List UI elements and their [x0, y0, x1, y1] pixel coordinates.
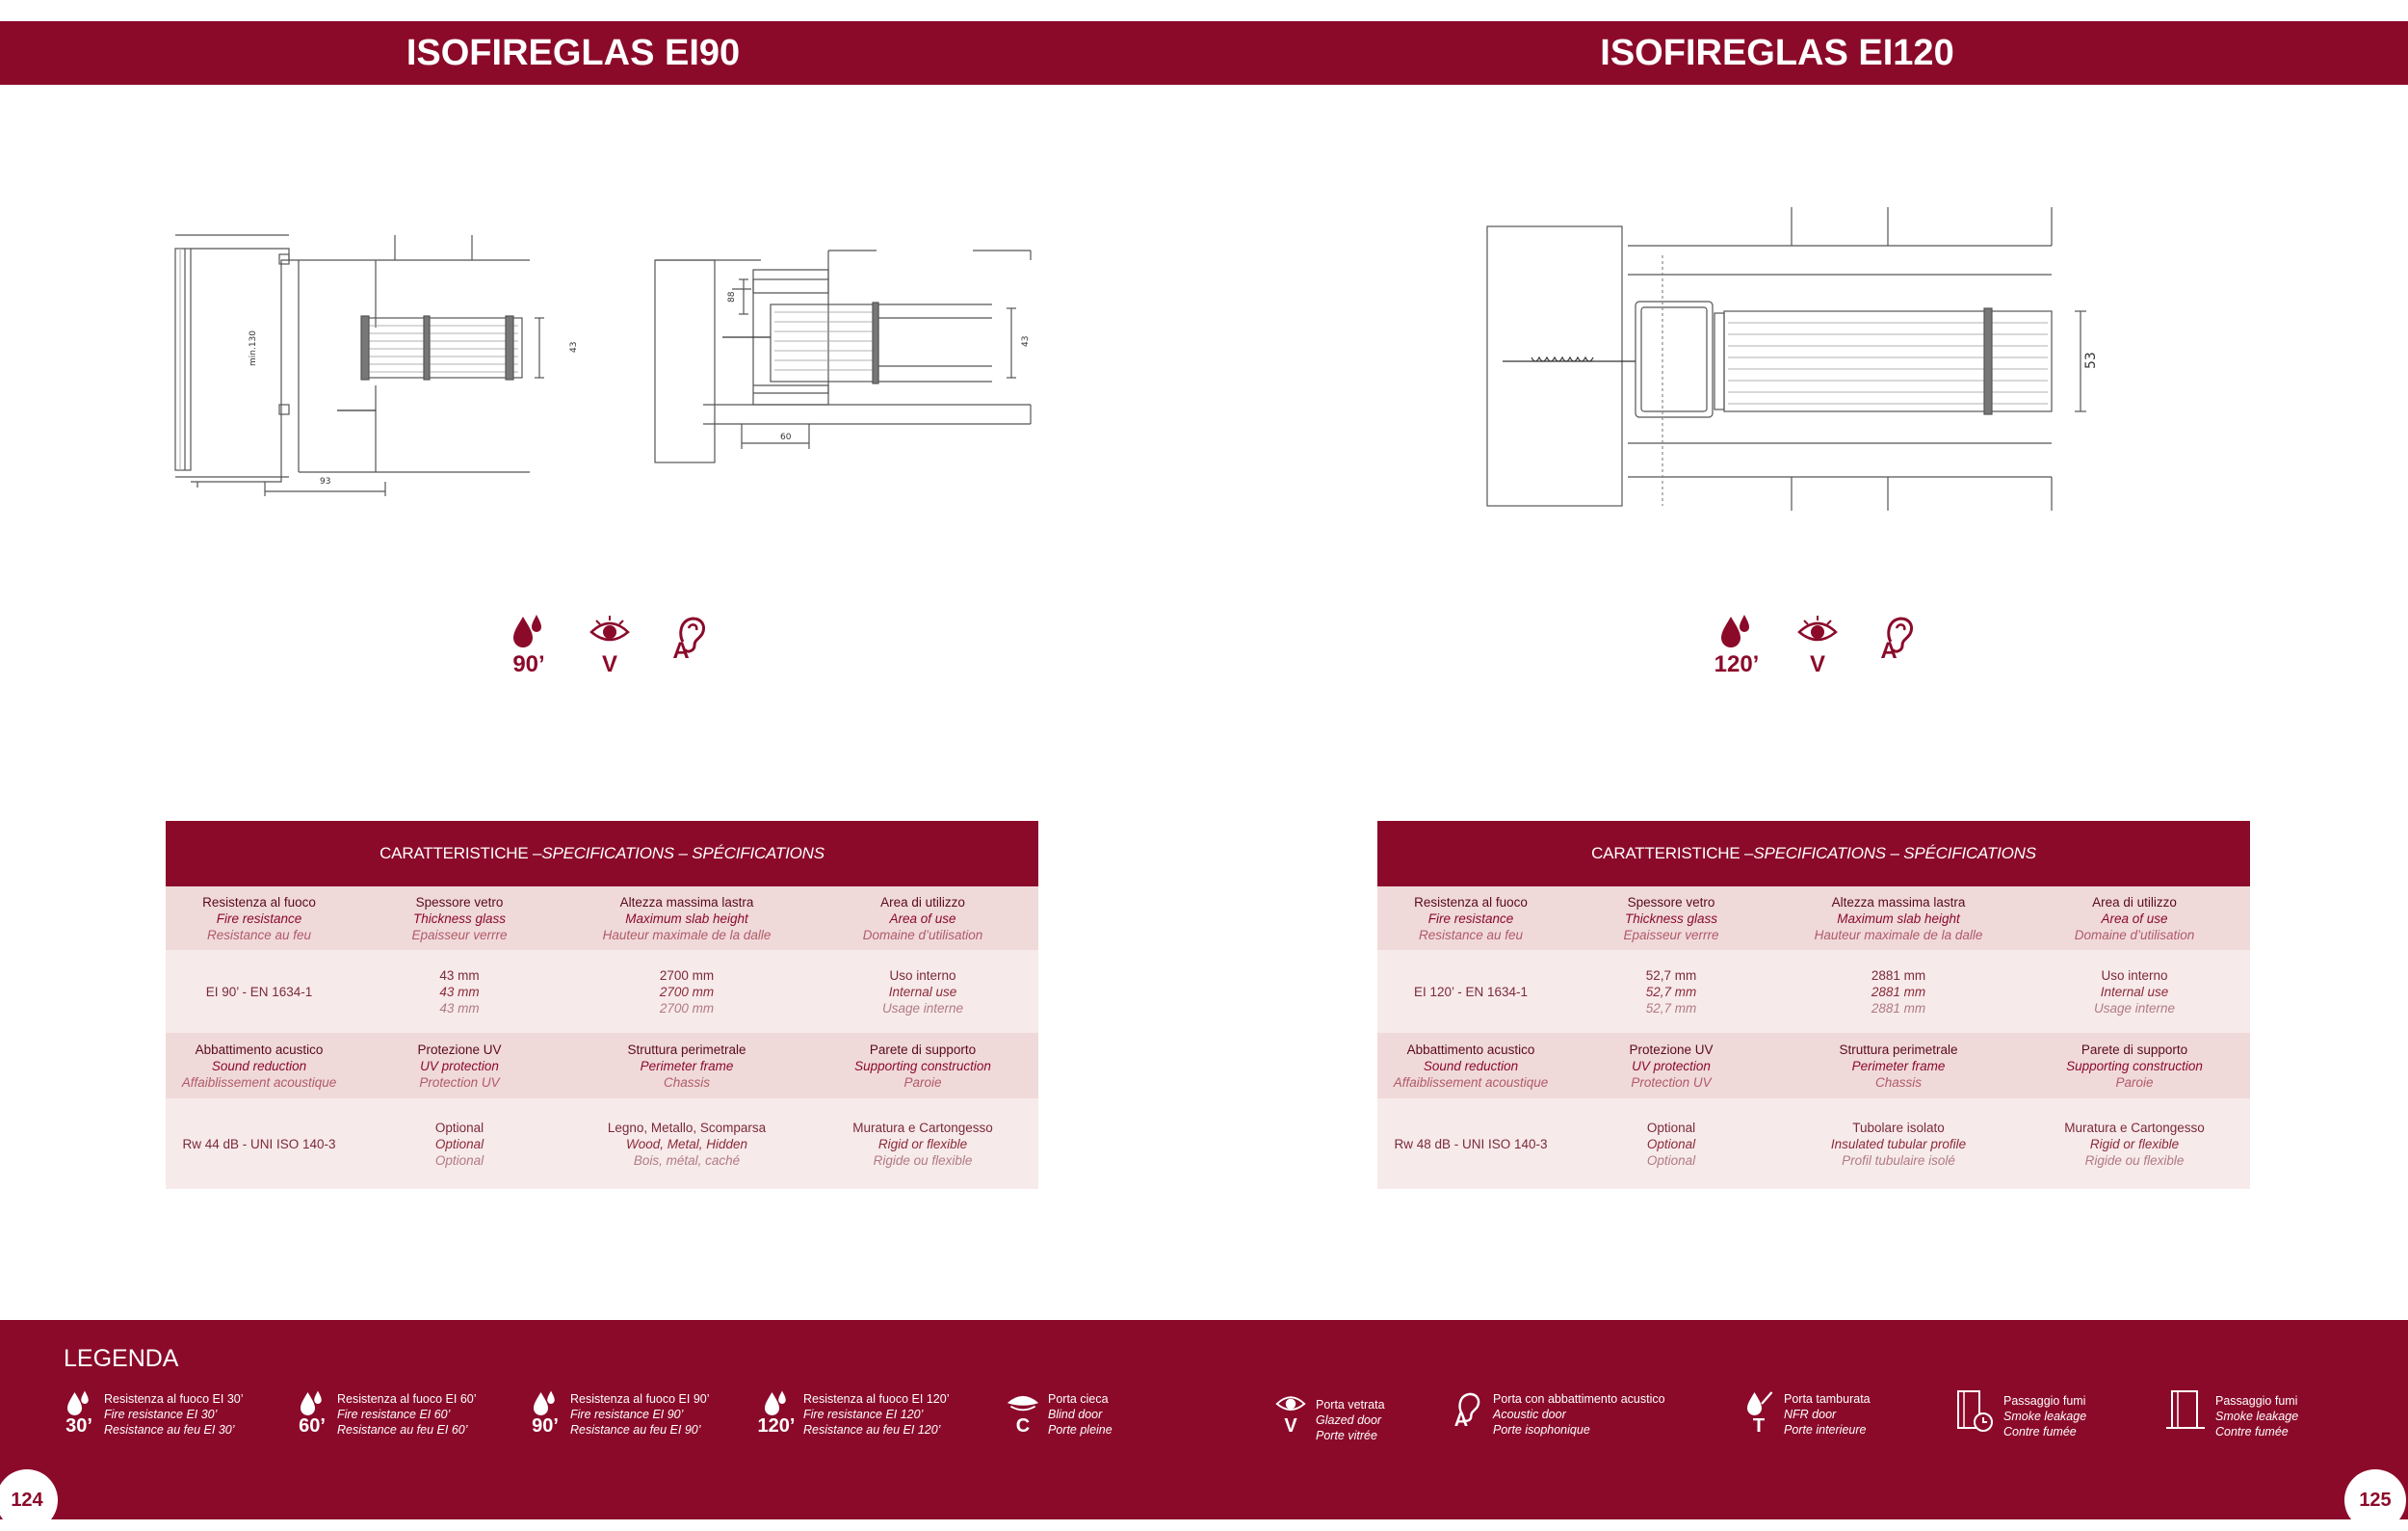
cell-line-2: Rigid or flexible [877, 1136, 968, 1151]
glazed-feature [586, 613, 634, 676]
cell-line-3: Rigide ou flexible [873, 1152, 973, 1168]
fire-resistance-feature [505, 613, 553, 676]
legend-line-1: Porta con abbattimento acustico [1493, 1392, 1665, 1406]
cell-line-3: Usage interne [881, 1000, 964, 1016]
spec-header-cell [1564, 886, 1778, 950]
fire-drop-icon [297, 1389, 327, 1418]
spec-value-cell [1377, 1098, 1564, 1189]
cell-line-1: Optional [1646, 1120, 1696, 1135]
nfr-door-icon [1743, 1389, 1774, 1418]
spec-header-cell [166, 886, 353, 950]
legend-line-2: Fire resistance EI 30’ [104, 1408, 218, 1421]
spec-value-row-2 [1377, 1098, 2250, 1189]
legend-line-3: Porte isophonique [1493, 1423, 1590, 1437]
legend-line-2: NFR door [1784, 1408, 1837, 1421]
legend-line-3: Resistance au feu EI 90’ [570, 1423, 701, 1437]
cell-line-3: Paroie [903, 1074, 942, 1090]
spec-head-italic: SPECIFICATIONS – SPÉCIFICATIONS [1753, 844, 2036, 862]
spec-value-cell [1564, 1098, 1778, 1189]
dim-min130: min.130 [249, 330, 258, 366]
legend-line-1: Resistenza al fuoco EI 60’ [337, 1392, 477, 1406]
spec-value-cell [1778, 950, 2019, 1033]
cell-line-1: Rw 44 dB - UNI ISO 140-3 [182, 1136, 336, 1151]
legend-line-1: Passaggio fumi [2003, 1394, 2086, 1408]
spec-header-cell [566, 886, 807, 950]
cell-line-3: 2881 mm [1871, 1000, 1926, 1016]
cell-line-2: 43 mm [439, 984, 480, 999]
cell-line-3: Profil tubulaire isolé [1842, 1152, 1955, 1168]
cell-line-3: Chassis [663, 1074, 710, 1090]
cell-line-2: Optional [434, 1136, 484, 1151]
cell-line-2: UV protection [420, 1058, 499, 1073]
right-page-title: ISOFIREGLAS EI120 [1600, 32, 1954, 73]
acoustic-feature [667, 613, 715, 663]
spec-header-cell [807, 1033, 1038, 1098]
cell-line-3: 43 mm [439, 1000, 480, 1016]
cell-line-2: Insulated tubular profile [1830, 1136, 1967, 1151]
legend-line-2: Acoustic door [1493, 1408, 1566, 1421]
cell-line-2: Perimeter frame [1851, 1058, 1946, 1073]
spec-header-row-1 [166, 886, 1038, 950]
legend-item-ei30 [62, 1389, 244, 1438]
spec-header-row-1 [1377, 886, 2250, 950]
left-page-number: 124 [0, 1469, 58, 1531]
legend-icon-label: V [1284, 1415, 1297, 1437]
cell-line-1: EI 90’ - EN 1634-1 [205, 984, 313, 999]
legend-item-blind-door [1006, 1389, 1112, 1438]
cell-line-3: Protection UV [419, 1074, 500, 1090]
spec-header-cell [566, 1033, 807, 1098]
legend-item-smoke-leakage-1 [1953, 1389, 2086, 1439]
cell-line-1: Resistenza al fuoco [202, 894, 316, 910]
spec-header-cell [1377, 1033, 1564, 1098]
cell-line-1: Muratura e Cartongesso [2064, 1120, 2205, 1135]
spec-header-cell [1564, 1033, 1778, 1098]
spec-head-main: CARATTERISTICHE – [380, 844, 542, 862]
legend-line-1: Resistenza al fuoco EI 90’ [570, 1392, 710, 1406]
cell-line-1: 43 mm [439, 967, 480, 983]
legend-line-2: Fire resistance EI 60’ [337, 1408, 451, 1421]
cell-line-2: Supporting construction [2066, 1058, 2203, 1073]
smoke-door-clock-icon [1954, 1389, 1995, 1434]
legend-footer [0, 1320, 2408, 1519]
cell-line-2: Fire resistance [1427, 911, 1514, 926]
legend-line-1: Passaggio fumi [2215, 1394, 2298, 1408]
legend-line-3: Contre fumée [2003, 1425, 2077, 1439]
legend-line-2: Smoke leakage [2003, 1410, 2087, 1423]
cell-line-3: Resistance au feu [206, 927, 312, 942]
spec-header-cell [166, 1033, 353, 1098]
cell-line-1: Struttura perimetrale [627, 1042, 746, 1057]
cell-line-3: Epaisseur verrre [411, 927, 508, 942]
cell-line-1: 52,7 mm [1645, 967, 1697, 983]
cell-line-1: Protezione UV [1629, 1042, 1714, 1057]
legend-line-2: Glazed door [1316, 1413, 1382, 1427]
cell-line-3: Hauteur maximale de la dalle [1814, 927, 1983, 942]
fire-rating-label: 120’ [1714, 651, 1760, 677]
spec-table-header [1377, 821, 2250, 886]
cell-line-2: Optional [1646, 1136, 1696, 1151]
cell-line-3: Rigide ou flexible [2084, 1152, 2185, 1168]
cell-line-1: Area di utilizzo [880, 894, 965, 910]
cell-line-2: Maximum slab height [1837, 911, 1960, 926]
eye-icon [589, 613, 631, 651]
legend-title: LEGENDA [64, 1345, 179, 1372]
cell-line-1: 2700 mm [659, 967, 715, 983]
left-feature-icons [505, 613, 715, 676]
legend-line-3: Porte interieure [1784, 1423, 1867, 1437]
right-title-band [1146, 21, 2408, 85]
spec-table-header [166, 821, 1038, 886]
fire-drop-icon [64, 1389, 94, 1418]
fire-drop-icon [1717, 613, 1756, 651]
cell-line-2: Maximum slab height [625, 911, 748, 926]
eye-icon [1273, 1389, 1308, 1418]
cell-line-1: Parete di supporto [869, 1042, 977, 1057]
dim-60: 60 [780, 433, 792, 442]
legend-line-1: Porta vetrata [1316, 1398, 1385, 1412]
right-spec-table [1377, 821, 2250, 1189]
cell-line-1: Legno, Metallo, Scomparsa [607, 1120, 767, 1135]
spec-value-cell [1564, 950, 1778, 1033]
legend-item-ei120 [757, 1389, 949, 1438]
smoke-door-icon [2166, 1389, 2207, 1434]
legend-line-3: Resistance au feu EI 120’ [803, 1423, 941, 1437]
spec-value-cell [353, 1098, 566, 1189]
cell-line-1: Protezione UV [417, 1042, 502, 1057]
cell-line-3: Domaine d’utilisation [2074, 927, 2195, 942]
cell-line-1: Area di utilizzo [2092, 894, 2177, 910]
legend-line-1: Resistenza al fuoco EI 120’ [803, 1392, 950, 1406]
cell-line-2: Thickness glass [1624, 911, 1718, 926]
legend-item-acoustic-door [1451, 1389, 1665, 1438]
spec-header-cell [1377, 886, 1564, 950]
left-spec-table [166, 821, 1038, 1189]
spec-header-row-2 [1377, 1033, 2250, 1098]
legend-item-ei90 [528, 1389, 710, 1438]
cell-line-3: 52,7 mm [1645, 1000, 1697, 1016]
cell-line-2: Rigid or flexible [2089, 1136, 2180, 1151]
cell-line-2: Area of use [889, 911, 956, 926]
fire-rating-label: 90’ [512, 651, 545, 677]
legend-icon-label: C [1015, 1415, 1031, 1437]
left-page-title: ISOFIREGLAS EI90 [406, 32, 741, 73]
spec-head-main: CARATTERISTICHE – [1591, 844, 1754, 862]
spec-value-cell [353, 950, 566, 1033]
cell-line-2: Fire resistance [216, 911, 302, 926]
legend-icon-label: 90’ [532, 1415, 559, 1437]
cell-line-3: Paroie [2115, 1074, 2154, 1090]
fire-drop-icon [530, 1389, 561, 1418]
blind-door-icon [1006, 1389, 1040, 1418]
cell-line-3: Chassis [1874, 1074, 1922, 1090]
cell-line-3: Bois, métal, caché [633, 1152, 741, 1168]
acoustic-label: A [1880, 638, 1898, 664]
spec-value-cell [807, 950, 1038, 1033]
glazed-label: V [601, 651, 617, 677]
legend-icon-label: 30’ [65, 1415, 92, 1437]
spec-value-row-2 [166, 1098, 1038, 1189]
spec-value-row-1 [1377, 950, 2250, 1033]
legend-line-1: Resistenza al fuoco EI 30’ [104, 1392, 244, 1406]
fire-drop-icon [761, 1389, 792, 1418]
spec-value-row-1 [166, 950, 1038, 1033]
cell-line-1: Abbattimento acustico [1406, 1042, 1535, 1057]
spec-head-italic: SPECIFICATIONS – SPÉCIFICATIONS [541, 844, 824, 862]
cell-line-2: Internal use [2100, 984, 2169, 999]
spec-value-cell [2019, 1098, 2250, 1189]
cell-line-3: Hauteur maximale de la dalle [602, 927, 772, 942]
cell-line-1: Rw 48 dB - UNI ISO 140-3 [1394, 1136, 1548, 1151]
spec-value-cell [566, 1098, 807, 1189]
cell-line-2: Internal use [888, 984, 957, 999]
left-title-band [0, 21, 1146, 85]
legend-icon-label: A [1453, 1410, 1469, 1431]
legend-line-1: Porta tamburata [1784, 1392, 1871, 1406]
cell-line-1: Altezza massima lastra [1831, 894, 1966, 910]
spec-header-cell [1778, 886, 2019, 950]
cell-line-3: Protection UV [1631, 1074, 1712, 1090]
dim-53: 53 [2083, 352, 2099, 369]
cell-line-3: Resistance au feu [1418, 927, 1524, 942]
acoustic-feature [1874, 613, 1923, 663]
cell-line-3: Affaiblissement acoustique [181, 1074, 337, 1090]
cell-line-2: Perimeter frame [640, 1058, 734, 1073]
legend-line-3: Resistance au feu EI 30’ [104, 1423, 235, 1437]
dim-93: 93 [320, 477, 331, 487]
dim-88: 88 [727, 291, 737, 303]
legend-line-2: Fire resistance EI 90’ [570, 1408, 684, 1421]
spec-value-cell [807, 1098, 1038, 1189]
cell-line-1: Struttura perimetrale [1839, 1042, 1958, 1057]
cell-line-1: Tubolare isolato [1852, 1120, 1945, 1135]
spec-header-cell [2019, 886, 2250, 950]
spec-header-cell [2019, 1033, 2250, 1098]
legend-item-ei60 [295, 1389, 477, 1438]
cell-line-3: Usage interne [2093, 1000, 2176, 1016]
legend-item-glazed-door [1273, 1389, 1385, 1443]
cell-line-3: 2700 mm [659, 1000, 715, 1016]
eye-icon [1796, 613, 1839, 651]
cell-line-1: EI 120’ - EN 1634-1 [1413, 984, 1529, 999]
cell-line-2: Sound reduction [1423, 1058, 1519, 1073]
cell-line-3: Domaine d’utilisation [862, 927, 983, 942]
legend-icon-label: 120’ [757, 1415, 796, 1437]
legend-line-2: Blind door [1048, 1408, 1103, 1421]
cell-line-1: Uso interno [889, 967, 956, 983]
acoustic-label: A [672, 638, 690, 664]
cell-line-3: Optional [1646, 1152, 1696, 1168]
spec-value-cell [166, 950, 353, 1033]
spec-value-cell [2019, 950, 2250, 1033]
glazed-label: V [1809, 651, 1825, 677]
cell-line-3: Epaisseur verrre [1623, 927, 1719, 942]
right-page-number: 125 [2344, 1469, 2406, 1531]
legend-line-3: Contre fumée [2215, 1425, 2289, 1439]
fire-resistance-feature [1713, 613, 1761, 676]
dim-43b: 43 [1021, 335, 1031, 347]
cell-line-3: Optional [434, 1152, 484, 1168]
glazed-feature [1793, 613, 1842, 676]
cell-line-1: Muratura e Cartongesso [852, 1120, 993, 1135]
legend-line-2: Smoke leakage [2215, 1410, 2299, 1423]
cell-line-2: UV protection [1632, 1058, 1711, 1073]
spec-header-cell [353, 1033, 566, 1098]
spec-header-cell [353, 886, 566, 950]
legend-item-nfr-door [1741, 1389, 1871, 1438]
dim-43: 43 [569, 341, 579, 353]
spec-value-cell [1377, 950, 1564, 1033]
legend-icon-label: T [1752, 1415, 1766, 1437]
spec-value-cell [1778, 1098, 2019, 1189]
legend-item-smoke-leakage-2 [2165, 1389, 2298, 1439]
legend-line-2: Fire resistance EI 120’ [803, 1408, 924, 1421]
legend-line-1: Porta cieca [1048, 1392, 1109, 1406]
cell-line-2: 52,7 mm [1645, 984, 1697, 999]
cell-line-1: Spessore vetro [415, 894, 504, 910]
spec-header-row-2 [166, 1033, 1038, 1098]
spec-value-cell [566, 950, 807, 1033]
cell-line-2: 2700 mm [659, 984, 715, 999]
cell-line-2: Supporting construction [854, 1058, 991, 1073]
fire-drop-icon [510, 613, 548, 651]
cell-line-2: Sound reduction [211, 1058, 307, 1073]
cell-line-1: Spessore vetro [1627, 894, 1715, 910]
cell-line-1: 2881 mm [1871, 967, 1926, 983]
ei90-section-drawing [164, 222, 1050, 501]
legend-line-3: Resistance au feu EI 60’ [337, 1423, 468, 1437]
cell-line-1: Uso interno [2101, 967, 2168, 983]
cell-line-1: Resistenza al fuoco [1414, 894, 1528, 910]
cell-line-2: Area of use [2101, 911, 2168, 926]
right-feature-icons [1713, 613, 1923, 676]
legend-line-3: Porte vitrée [1316, 1429, 1377, 1442]
cell-line-2: 2881 mm [1871, 984, 1926, 999]
legend-icon-label: 60’ [299, 1415, 326, 1437]
spec-header-cell [1778, 1033, 2019, 1098]
spec-value-cell [166, 1098, 353, 1189]
cell-line-1: Altezza massima lastra [619, 894, 754, 910]
cell-line-3: Affaiblissement acoustique [1393, 1074, 1549, 1090]
cell-line-1: Parete di supporto [2081, 1042, 2188, 1057]
cell-line-1: Optional [434, 1120, 484, 1135]
spec-header-cell [807, 886, 1038, 950]
cell-line-2: Wood, Metal, Hidden [625, 1136, 748, 1151]
cell-line-1: Abbattimento acustico [195, 1042, 324, 1057]
ei120-section-drawing [1474, 198, 2109, 515]
legend-line-3: Porte pleine [1048, 1423, 1112, 1437]
cell-line-2: Thickness glass [412, 911, 507, 926]
